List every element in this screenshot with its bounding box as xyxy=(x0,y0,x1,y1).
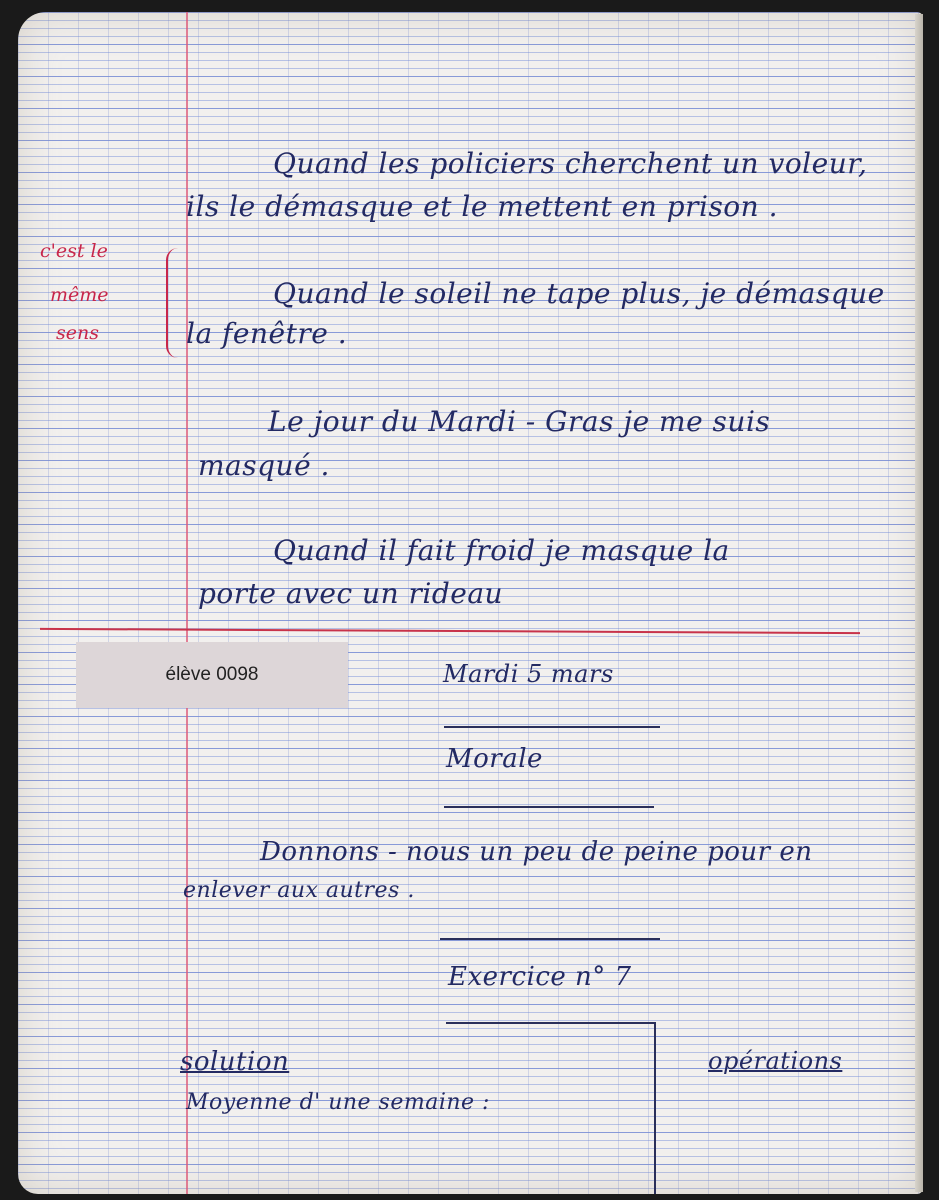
paragraph-3-line-1: Le jour du Mardi - Gras je me suis xyxy=(268,405,771,438)
exercise-title: Exercice n° 7 xyxy=(448,962,632,992)
page-edge xyxy=(915,14,923,1192)
margin-note-line-2: même xyxy=(50,284,109,306)
morale-line-2: enlever aux autres . xyxy=(183,878,415,903)
paragraph-4-line-2: porte avec un rideau xyxy=(198,577,504,610)
margin-brace xyxy=(166,248,182,358)
subject-underline xyxy=(444,806,654,808)
operations-header: opérations xyxy=(708,1047,843,1075)
solution-header: solution xyxy=(180,1047,290,1077)
date-underline xyxy=(444,726,660,728)
notebook-page xyxy=(18,12,923,1194)
margin-note-line-1: c'est le xyxy=(40,240,108,262)
paragraph-3-line-2: masqué . xyxy=(198,449,330,482)
exercise-underline xyxy=(446,1022,656,1024)
margin-note-line-3: sens xyxy=(56,322,99,344)
paragraph-2-line-2: la fenêtre . xyxy=(186,317,348,350)
morale-line-1: Donnons - nous un peu de peine pour en xyxy=(260,837,813,867)
date-heading: Mardi 5 mars xyxy=(443,660,614,688)
column-divider xyxy=(654,1024,656,1194)
student-label-sticker xyxy=(76,642,348,708)
solution-first-line: Moyenne d' une semaine : xyxy=(186,1090,490,1115)
paragraph-4-line-1: Quand il fait froid je masque la xyxy=(273,534,730,567)
student-label: élève 0098 xyxy=(165,664,259,685)
paragraph-1-line-2: ils le démasque et le mettent en prison . xyxy=(186,190,778,223)
red-divider-rule xyxy=(40,628,860,634)
paragraph-2-line-1: Quand le soleil ne tape plus, je démasque xyxy=(273,277,885,310)
exercise-top-line xyxy=(440,938,660,940)
paragraph-1-line-1: Quand les policiers cherchent un voleur, xyxy=(273,147,868,180)
subject-heading: Morale xyxy=(446,744,543,774)
